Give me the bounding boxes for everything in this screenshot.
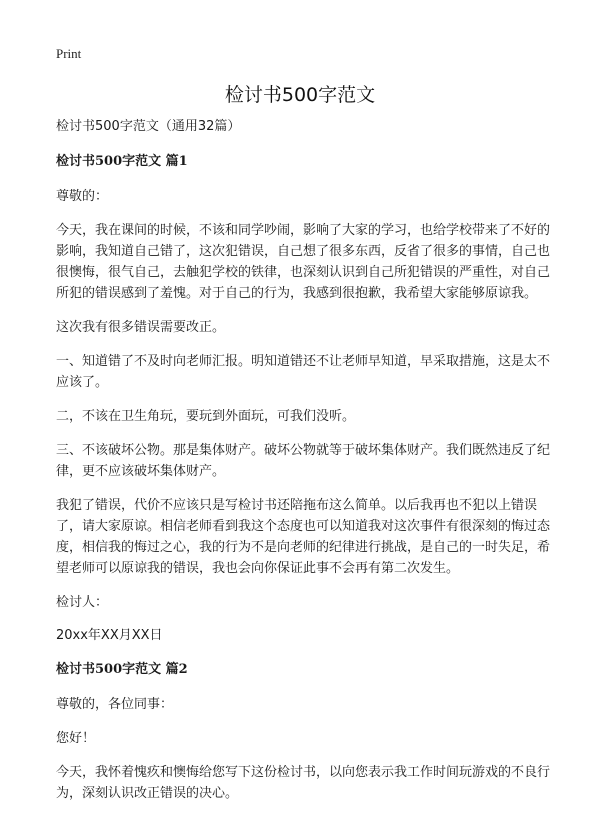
- date-line: 20xx年XX月XX日: [56, 628, 163, 643]
- body-paragraph: 今天，我在课间的时候，不该和同学吵闹，影响了大家的学习，也给学校带来了不好的影响，我知道自己错了，这次犯错误，自己想了很多东西，反省了很多的事情，自己也很懊悔，很气自己，去触犯学校的铁律，也深刻认识到自己所犯错误的严重性，对自己所犯的错误感到了羞愧。对于自己的行为，我感到很抱歉，我希望大家能够原谅我。: [56, 223, 551, 301]
- salutation: 尊敬的，各位同事：: [56, 697, 174, 712]
- body-paragraph: 二，不该在卫生角玩，要玩到外面玩，可我们没听。: [56, 409, 356, 424]
- greeting: 您好！: [56, 731, 96, 746]
- body-paragraph: 这次我有很多错误需要改正。: [56, 320, 226, 335]
- section-heading-2: 检讨书500字范文 篇2: [56, 662, 188, 677]
- body-paragraph: 一、知道错了不及时向老师汇报。明知道错还不让老师早知道，早采取措施，这是太不应该了。: [56, 354, 551, 390]
- body-paragraph: 三、不该破坏公物。那是集体财产。破坏公物就等于破坏集体财产。我们既然违反了纪律，更不应该破坏集体财产。: [56, 443, 551, 479]
- document-subtitle: 检讨书500字范文（通用32篇）: [56, 119, 241, 134]
- salutation: 尊敬的：: [56, 189, 109, 204]
- body-paragraph: 我犯了错误，代价不应该只是写检讨书还陪拖布这么简单。以后我再也不犯以上错误了，请大家原谅。相信老师看到我这个态度也可以知道我对这次事件有很深刻的悔过态度，相信我的悔过之心，我的行为不是向老师的纪律进行挑战，是自己的一时失足，希望老师可以原谅我的错误，我也会向你保证此事不会再有第二次发生。: [56, 498, 551, 576]
- print-link[interactable]: Print: [56, 46, 82, 61]
- signature-label: 检讨人：: [56, 595, 109, 610]
- body-paragraph: 今天，我怀着愧疚和懊悔给您写下这份检讨书，以向您表示我工作时间玩游戏的不良行为，深刻认识改正错误的决心。: [56, 765, 551, 801]
- section-heading-1: 检讨书500字范文 篇1: [56, 154, 188, 169]
- page-title: 检讨书500字范文: [224, 84, 376, 106]
- document-body: [56, 116, 550, 817]
